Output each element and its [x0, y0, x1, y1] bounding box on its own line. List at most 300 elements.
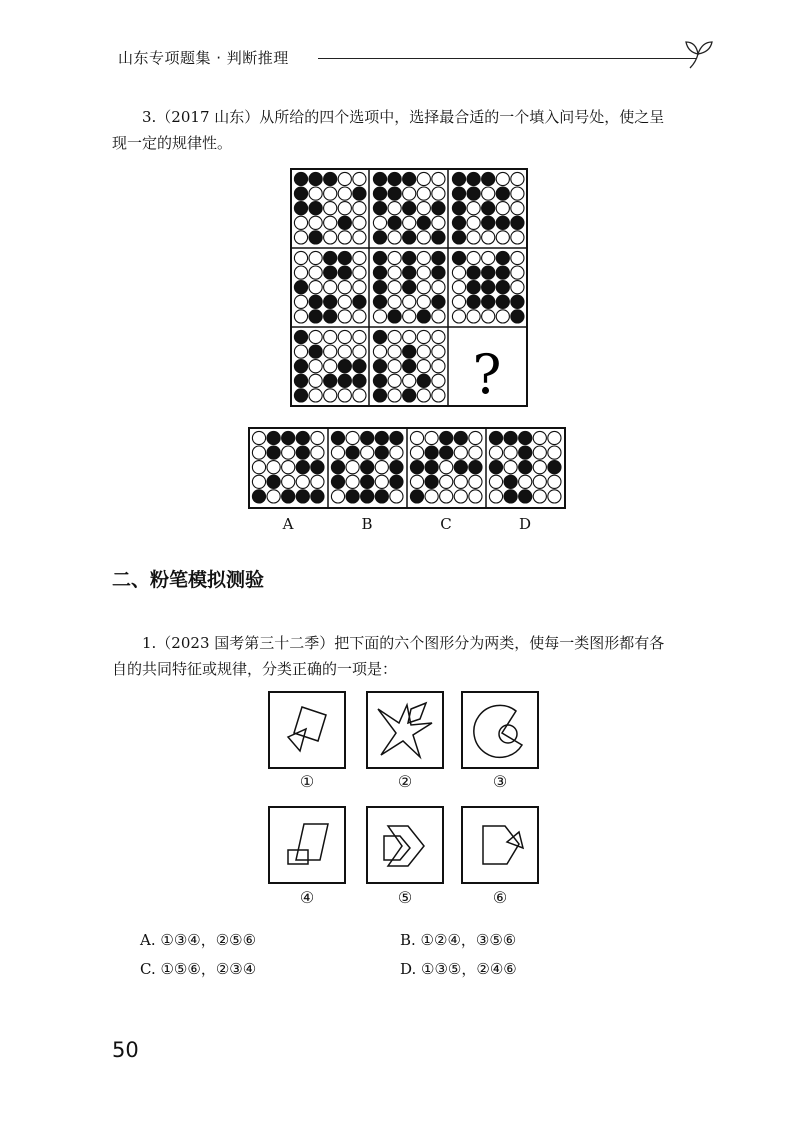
- pattern-circle: [482, 295, 495, 308]
- pattern-circle: [338, 172, 351, 185]
- pattern-circle: [432, 295, 445, 308]
- figure-4-label: ④: [299, 888, 315, 907]
- pattern-circle: [331, 431, 344, 444]
- figure-3: [461, 691, 539, 769]
- pattern-circle: [353, 266, 366, 279]
- pattern-circle: [375, 490, 388, 503]
- pattern-circle: [519, 446, 532, 459]
- pattern-circle: [403, 360, 416, 373]
- pattern-circle: [252, 446, 265, 459]
- pattern-circle: [309, 231, 322, 244]
- pattern-circle: [548, 475, 561, 488]
- pattern-circle: [417, 231, 430, 244]
- pattern-circle: [331, 446, 344, 459]
- pattern-circle: [482, 281, 495, 294]
- pattern-circle: [338, 216, 351, 229]
- pattern-circle: [417, 374, 430, 387]
- pattern-circle: [454, 475, 467, 488]
- pattern-circle: [390, 431, 403, 444]
- pattern-circle: [375, 475, 388, 488]
- pattern-circle: [388, 374, 401, 387]
- pattern-circle: [294, 281, 307, 294]
- pattern-circle: [373, 295, 386, 308]
- question-3-text: [112, 104, 712, 156]
- pattern-circle: [425, 490, 438, 503]
- figure-2-shape: [368, 693, 442, 767]
- pattern-circle: [496, 231, 509, 244]
- pattern-circle: [410, 446, 423, 459]
- question-mark: ?: [472, 343, 502, 406]
- pattern-circle: [467, 295, 480, 308]
- figure-5-shape: [368, 808, 442, 882]
- pattern-circle: [296, 475, 309, 488]
- pattern-circle: [388, 202, 401, 215]
- pattern-circle: [353, 172, 366, 185]
- question-1-text: [112, 630, 712, 682]
- pattern-circle: [482, 187, 495, 200]
- pattern-circle: [373, 360, 386, 373]
- pattern-circle: [324, 295, 337, 308]
- pattern-circle: [482, 216, 495, 229]
- figure-2: [366, 691, 444, 769]
- pattern-circle: [353, 202, 366, 215]
- pattern-circle: [440, 490, 453, 503]
- pattern-circle: [353, 360, 366, 373]
- pattern-circle: [324, 310, 337, 323]
- pattern-circle: [432, 389, 445, 402]
- answer-option-d: D. ①③⑤，②④⑥: [400, 960, 517, 978]
- pattern-circle: [388, 389, 401, 402]
- pattern-circle: [309, 360, 322, 373]
- pattern-circle: [452, 266, 465, 279]
- pattern-circle: [469, 431, 482, 444]
- pattern-circle: [338, 187, 351, 200]
- pattern-circle: [403, 231, 416, 244]
- pattern-circle: [440, 431, 453, 444]
- pattern-circle: [338, 295, 351, 308]
- pattern-circle: [403, 202, 416, 215]
- pattern-circle: [388, 360, 401, 373]
- pattern-circle: [425, 446, 438, 459]
- pattern-circle: [548, 461, 561, 474]
- pattern-circle: [353, 231, 366, 244]
- grid-cell-5: [373, 251, 445, 323]
- pattern-circle: [533, 461, 546, 474]
- pattern-circle: [482, 251, 495, 264]
- pattern-circle: [309, 187, 322, 200]
- grid-cell-4: [294, 251, 366, 323]
- pattern-circle: [452, 172, 465, 185]
- pattern-circle: [482, 202, 495, 215]
- pattern-circle: [338, 251, 351, 264]
- pattern-circle: [375, 446, 388, 459]
- pattern-circle: [309, 266, 322, 279]
- pattern-circle: [390, 446, 403, 459]
- pattern-circle: [388, 295, 401, 308]
- option-label-d: D: [518, 515, 532, 533]
- pattern-circle: [353, 310, 366, 323]
- pattern-circle: [403, 374, 416, 387]
- pattern-circle: [353, 281, 366, 294]
- pattern-circle: [496, 202, 509, 215]
- option-label-c: C: [440, 515, 452, 533]
- pattern-circle: [496, 216, 509, 229]
- pattern-circle: [309, 172, 322, 185]
- figure-3-label: ③: [492, 772, 508, 791]
- pattern-circle: [390, 461, 403, 474]
- pattern-circle: [533, 490, 546, 503]
- pattern-circle: [331, 475, 344, 488]
- sprout-icon: [680, 32, 716, 72]
- pattern-circle: [452, 202, 465, 215]
- pattern-circle: [346, 475, 359, 488]
- pattern-circle: [511, 231, 524, 244]
- pattern-circle: [353, 295, 366, 308]
- pattern-circle: [467, 202, 480, 215]
- pattern-circle: [519, 431, 532, 444]
- question-3-line-2: 现一定的规律性。: [112, 134, 233, 152]
- pattern-circle: [338, 330, 351, 343]
- pattern-circle: [309, 295, 322, 308]
- pattern-circle: [403, 281, 416, 294]
- pattern-circle: [432, 266, 445, 279]
- pattern-circle: [267, 461, 280, 474]
- option-pattern-b: [331, 431, 403, 503]
- pattern-circle: [519, 490, 532, 503]
- pattern-circle: [469, 446, 482, 459]
- pattern-circle: [353, 330, 366, 343]
- pattern-circle: [511, 281, 524, 294]
- pattern-circle: [373, 310, 386, 323]
- pattern-circle: [331, 490, 344, 503]
- pattern-circle: [454, 446, 467, 459]
- figure-2-label: ②: [397, 772, 413, 791]
- pattern-circle: [338, 360, 351, 373]
- pattern-circle: [403, 266, 416, 279]
- pattern-circle: [496, 266, 509, 279]
- pattern-circle: [403, 345, 416, 358]
- pattern-circle: [252, 461, 265, 474]
- question-3-grid: [290, 168, 530, 408]
- pattern-circle: [338, 266, 351, 279]
- pattern-circle: [338, 231, 351, 244]
- pattern-circle: [467, 310, 480, 323]
- pattern-circle: [482, 266, 495, 279]
- pattern-circle: [467, 281, 480, 294]
- pattern-circle: [388, 187, 401, 200]
- pattern-circle: [252, 490, 265, 503]
- pattern-circle: [324, 345, 337, 358]
- pattern-circle: [467, 231, 480, 244]
- pattern-circle: [388, 310, 401, 323]
- pattern-circle: [496, 251, 509, 264]
- pattern-circle: [324, 187, 337, 200]
- pattern-circle: [309, 216, 322, 229]
- grid-cell-7: [294, 330, 366, 402]
- pattern-circle: [410, 475, 423, 488]
- pattern-circle: [388, 345, 401, 358]
- pattern-circle: [373, 330, 386, 343]
- pattern-circle: [311, 475, 324, 488]
- pattern-circle: [417, 172, 430, 185]
- pattern-circle: [496, 187, 509, 200]
- option-label-a: A: [282, 515, 294, 533]
- pattern-circle: [511, 187, 524, 200]
- figure-1-label: ①: [299, 772, 315, 791]
- figure-1: [268, 691, 346, 769]
- pattern-circle: [373, 266, 386, 279]
- pattern-circle: [432, 310, 445, 323]
- pattern-circle: [373, 216, 386, 229]
- pattern-circle: [425, 431, 438, 444]
- pattern-circle: [309, 345, 322, 358]
- figure-5-label: ⑤: [397, 888, 413, 907]
- pattern-circle: [294, 360, 307, 373]
- figure-4: [268, 806, 346, 884]
- pattern-circle: [440, 461, 453, 474]
- pattern-circle: [417, 330, 430, 343]
- pattern-circle: [309, 374, 322, 387]
- pattern-circle: [375, 461, 388, 474]
- pattern-circle: [489, 490, 502, 503]
- pattern-circle: [324, 251, 337, 264]
- pattern-circle: [373, 389, 386, 402]
- pattern-circle: [440, 446, 453, 459]
- section-heading: 二、粉笔模拟测验: [112, 569, 265, 591]
- figure-4-shape: [270, 808, 344, 882]
- option-pattern-a: [252, 431, 324, 503]
- grid-cell-6: [452, 251, 524, 323]
- pattern-circle: [311, 446, 324, 459]
- pattern-circle: [417, 389, 430, 402]
- pattern-circle: [353, 251, 366, 264]
- pattern-circle: [282, 461, 295, 474]
- pattern-circle: [282, 431, 295, 444]
- pattern-circle: [482, 231, 495, 244]
- pattern-circle: [361, 490, 374, 503]
- pattern-circle: [425, 461, 438, 474]
- pattern-circle: [346, 431, 359, 444]
- pattern-circle: [469, 475, 482, 488]
- figure-6-label: ⑥: [492, 888, 508, 907]
- option-pattern-c: [410, 431, 482, 503]
- pattern-circle: [454, 431, 467, 444]
- pattern-circle: [482, 310, 495, 323]
- pattern-circle: [403, 295, 416, 308]
- option-label-b: B: [361, 515, 373, 533]
- pattern-circle: [504, 461, 517, 474]
- pattern-circle: [361, 461, 374, 474]
- pattern-circle: [403, 330, 416, 343]
- pattern-circle: [267, 490, 280, 503]
- pattern-circle: [311, 461, 324, 474]
- pattern-circle: [296, 461, 309, 474]
- pattern-circle: [504, 431, 517, 444]
- header-rule: [318, 58, 696, 59]
- pattern-circle: [403, 187, 416, 200]
- pattern-circle: [548, 446, 561, 459]
- pattern-circle: [353, 389, 366, 402]
- pattern-circle: [294, 216, 307, 229]
- figure-5: [366, 806, 444, 884]
- pattern-circle: [267, 475, 280, 488]
- pattern-circle: [452, 187, 465, 200]
- pattern-circle: [511, 172, 524, 185]
- pattern-circle: [410, 431, 423, 444]
- pattern-circle: [511, 266, 524, 279]
- pattern-circle: [511, 251, 524, 264]
- pattern-circle: [432, 172, 445, 185]
- pattern-circle: [388, 216, 401, 229]
- pattern-circle: [511, 295, 524, 308]
- pattern-circle: [294, 374, 307, 387]
- pattern-circle: [548, 490, 561, 503]
- pattern-circle: [417, 187, 430, 200]
- pattern-circle: [353, 374, 366, 387]
- pattern-circle: [346, 490, 359, 503]
- pattern-circle: [533, 431, 546, 444]
- pattern-circle: [469, 490, 482, 503]
- pattern-circle: [432, 330, 445, 343]
- pattern-circle: [324, 231, 337, 244]
- pattern-circle: [417, 295, 430, 308]
- grid-cell-2: [373, 172, 445, 244]
- pattern-circle: [417, 345, 430, 358]
- pattern-circle: [511, 202, 524, 215]
- pattern-circle: [296, 446, 309, 459]
- pattern-circle: [489, 475, 502, 488]
- pattern-circle: [353, 345, 366, 358]
- answer-option-b: B. ①②④，③⑤⑥: [400, 931, 517, 949]
- pattern-circle: [331, 461, 344, 474]
- answer-option-a: A. ①③④，②⑤⑥: [140, 931, 257, 949]
- pattern-circle: [403, 389, 416, 402]
- pattern-circle: [353, 187, 366, 200]
- pattern-circle: [309, 389, 322, 402]
- pattern-circle: [361, 475, 374, 488]
- pattern-circle: [519, 475, 532, 488]
- pattern-circle: [294, 295, 307, 308]
- pattern-circle: [338, 202, 351, 215]
- pattern-circle: [417, 251, 430, 264]
- pattern-circle: [417, 266, 430, 279]
- pattern-circle: [467, 266, 480, 279]
- pattern-circle: [309, 330, 322, 343]
- pattern-circle: [482, 172, 495, 185]
- grid-cell-1: [294, 172, 366, 244]
- figure-6-shape: [463, 808, 537, 882]
- pattern-circle: [452, 310, 465, 323]
- pattern-circle: [373, 202, 386, 215]
- pattern-circle: [338, 389, 351, 402]
- pattern-circle: [533, 446, 546, 459]
- pattern-circle: [432, 202, 445, 215]
- pattern-circle: [324, 389, 337, 402]
- pattern-circle: [432, 345, 445, 358]
- question-1-line-2: 自的共同特征或规律，分类正确的一项是：: [112, 660, 398, 678]
- pattern-circle: [454, 490, 467, 503]
- pattern-circle: [294, 251, 307, 264]
- answer-option-c: C. ①⑤⑥，②③④: [140, 960, 257, 978]
- pattern-circle: [309, 281, 322, 294]
- pattern-circle: [373, 172, 386, 185]
- pattern-circle: [296, 490, 309, 503]
- pattern-circle: [324, 202, 337, 215]
- pattern-circle: [417, 216, 430, 229]
- pattern-circle: [390, 475, 403, 488]
- pattern-circle: [373, 345, 386, 358]
- pattern-circle: [432, 216, 445, 229]
- pattern-circle: [324, 374, 337, 387]
- pattern-circle: [533, 475, 546, 488]
- pattern-circle: [467, 216, 480, 229]
- pattern-circle: [282, 490, 295, 503]
- pattern-circle: [294, 345, 307, 358]
- pattern-circle: [353, 216, 366, 229]
- pattern-circle: [432, 281, 445, 294]
- page-number: 50: [112, 1038, 139, 1062]
- pattern-circle: [361, 446, 374, 459]
- pattern-circle: [338, 374, 351, 387]
- question-3-options: [248, 427, 568, 511]
- pattern-circle: [324, 266, 337, 279]
- pattern-circle: [252, 431, 265, 444]
- pattern-circle: [452, 281, 465, 294]
- pattern-circle: [311, 490, 324, 503]
- pattern-circle: [452, 231, 465, 244]
- running-header-title: 山东专项题集 · 判断推理: [118, 49, 289, 67]
- pattern-circle: [496, 281, 509, 294]
- figure-6: [461, 806, 539, 884]
- pattern-circle: [282, 446, 295, 459]
- pattern-circle: [432, 360, 445, 373]
- pattern-circle: [388, 281, 401, 294]
- pattern-circle: [467, 251, 480, 264]
- pattern-circle: [324, 281, 337, 294]
- pattern-circle: [511, 310, 524, 323]
- pattern-circle: [432, 374, 445, 387]
- figure-3-shape: [463, 693, 537, 767]
- pattern-circle: [417, 202, 430, 215]
- grid-cell-8: [373, 330, 445, 402]
- pattern-circle: [496, 295, 509, 308]
- pattern-circle: [452, 295, 465, 308]
- pattern-circle: [294, 330, 307, 343]
- pattern-circle: [324, 360, 337, 373]
- pattern-circle: [309, 310, 322, 323]
- pattern-circle: [373, 187, 386, 200]
- pattern-circle: [432, 231, 445, 244]
- pattern-circle: [511, 216, 524, 229]
- pattern-circle: [267, 431, 280, 444]
- pattern-circle: [324, 330, 337, 343]
- pattern-circle: [432, 187, 445, 200]
- pattern-circle: [432, 251, 445, 264]
- pattern-circle: [282, 475, 295, 488]
- question-3-line-1: 3.（2017 山东）从所给的四个选项中，选择最合适的一个填入问号处，使之呈: [142, 108, 665, 126]
- pattern-circle: [410, 461, 423, 474]
- pattern-circle: [454, 461, 467, 474]
- pattern-circle: [373, 231, 386, 244]
- pattern-circle: [294, 266, 307, 279]
- pattern-circle: [452, 216, 465, 229]
- pattern-circle: [496, 172, 509, 185]
- pattern-circle: [267, 446, 280, 459]
- pattern-circle: [373, 251, 386, 264]
- pattern-circle: [452, 251, 465, 264]
- pattern-circle: [417, 281, 430, 294]
- pattern-circle: [504, 475, 517, 488]
